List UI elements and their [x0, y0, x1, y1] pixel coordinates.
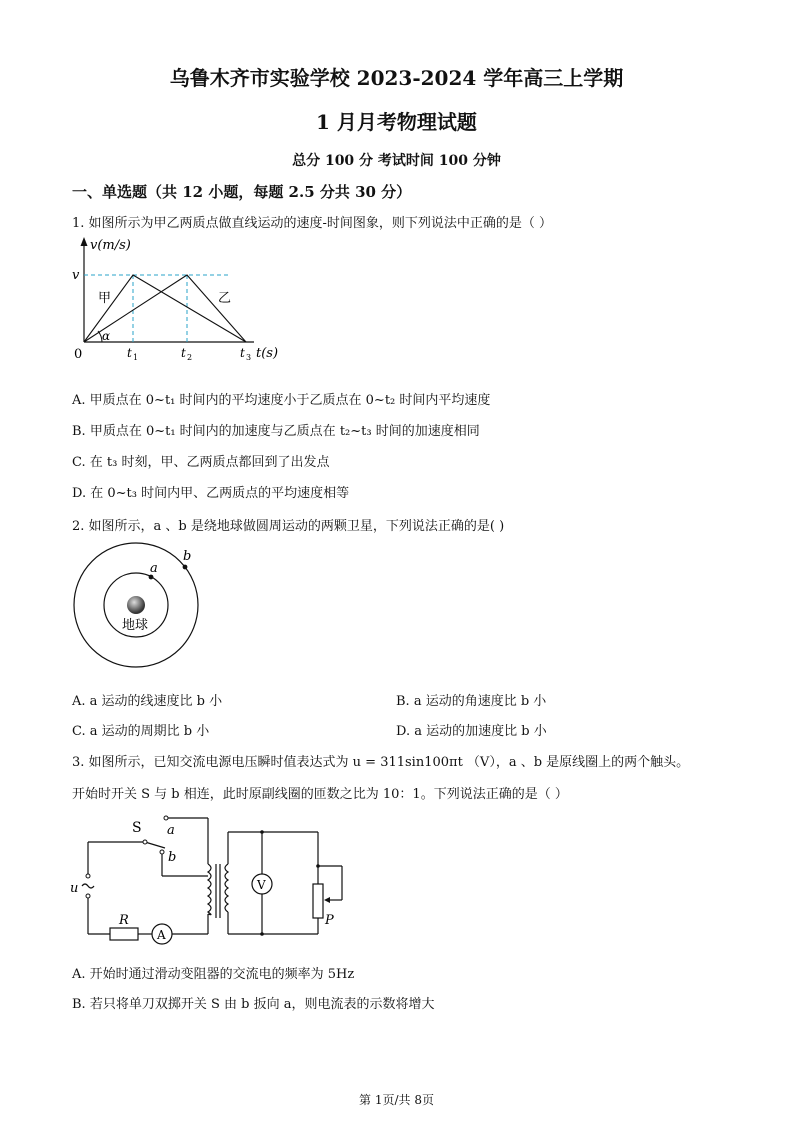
q2-option-b: B. a 运动的角速度比 b 小	[396, 694, 547, 709]
q3-contact-b	[160, 850, 164, 854]
q3-label-s: S	[132, 820, 142, 836]
q2-label-earth: 地球	[122, 618, 149, 633]
q2-option-a: A. a 运动的线速度比 b 小	[72, 694, 223, 709]
q1-x-axis-label: t(s)	[256, 346, 279, 361]
q3-circuit-diagram	[68, 814, 368, 954]
exam-title-line1: 乌鲁木齐市实验学校 2023-2024 学年高三上学期	[169, 66, 624, 90]
q3-source-terminal-top	[86, 874, 90, 878]
q3-junction-1	[260, 830, 264, 834]
exam-info: 总分 100 分 考试时间 100 分钟	[292, 153, 501, 169]
q3-label-voltmeter: V	[257, 878, 266, 892]
q3-contact-a	[164, 816, 168, 820]
exam-title-line2: 1 月月考物理试题	[316, 110, 477, 134]
q3-option-b: B. 若只将单刀双掷开关 S 由 b 扳向 a，则电流表的示数将增大	[72, 997, 435, 1012]
q3-resistor-r	[110, 928, 138, 940]
q1-t1-label: t	[127, 346, 132, 360]
q1-t1-sub: 1	[133, 353, 139, 362]
q2-label-a: a	[150, 561, 158, 576]
q1-t2-label: t	[181, 346, 186, 360]
q1-t2-sub: 2	[187, 353, 193, 362]
q1-v-tick: v	[72, 268, 80, 283]
q1-origin: 0	[74, 347, 83, 362]
q3-label-a: a	[167, 823, 175, 838]
q3-slider-arrowhead	[324, 897, 330, 903]
q3-primary-coil	[208, 864, 211, 915]
q3-label-r: R	[119, 913, 129, 928]
q2-earth	[127, 596, 145, 614]
q3-option-a: A. 开始时通过滑动变阻器的交流电的频率为 5Hz	[72, 967, 355, 982]
q3-junction-3	[316, 864, 320, 868]
section-heading-single-choice: 一、单选题（共 12 小题，每题 2.5 分共 30 分）	[72, 183, 412, 201]
q1-option-c: C. 在 t₃ 时刻，甲、乙两质点都回到了出发点	[72, 455, 330, 470]
q3-label-ammeter: A	[157, 928, 166, 942]
q1-option-a: A. 甲质点在 0~t₁ 时间内的平均速度小于乙质点在 0~t₂ 时间内平均速度	[72, 393, 491, 408]
q3-switch-blade	[145, 842, 165, 848]
q2-label-b: b	[183, 549, 192, 564]
q2-stem: 2. 如图所示，a 、b 是绕地球做圆周运动的两颗卫星，下列说法正确的是( )	[72, 519, 505, 534]
q3-source-terminal-bottom	[86, 894, 90, 898]
q1-y-axis-arrow	[81, 237, 88, 246]
q1-stem: 1. 如图所示为甲乙两质点做直线运动的速度-时间图象，则下列说法中正确的是（ ）	[72, 216, 553, 231]
q1-y-axis-label: v(m/s)	[90, 238, 131, 253]
q1-option-b: B. 甲质点在 0~t₁ 时间内的加速度与乙质点在 t₂~t₃ 时间的加速度相同	[72, 424, 480, 439]
q2-option-c: C. a 运动的周期比 b 小	[72, 724, 210, 739]
q3-ac-source-symbol	[82, 884, 94, 888]
q2-option-d: D. a 运动的加速度比 b 小	[396, 724, 547, 739]
page-footer: 第 1页/共 8页	[359, 1093, 434, 1107]
q2-orbit-diagram	[68, 540, 213, 675]
q3-stem-line1: 3. 如图所示，已知交流电源电压瞬时值表达式为 u = 311sin100πt （V），a 、b 是原线圈上的两个触头。	[72, 755, 690, 770]
q1-option-d: D. 在 0~t₃ 时间内甲、乙两质点的平均速度相等	[72, 486, 350, 501]
q1-vt-graph	[70, 234, 300, 364]
q3-label-b: b	[168, 850, 177, 865]
q3-junction-2	[260, 932, 264, 936]
q2-satellite-b	[183, 565, 188, 570]
q3-secondary-coil	[225, 864, 228, 912]
q3-label-u: u	[70, 881, 79, 896]
q3-rheostat	[313, 884, 323, 918]
q3-switch-pivot	[143, 840, 147, 844]
q1-label-yi: 乙	[218, 291, 232, 306]
q3-stem-line2: 开始时开关 S 与 b 相连，此时原副线圈的匝数之比为 10：1。下列说法正确的是（ ）	[72, 787, 568, 802]
q1-t3-label: t	[240, 346, 245, 360]
q1-label-jia: 甲	[98, 291, 112, 306]
q1-angle-label: α	[102, 329, 111, 343]
q1-t3-sub: 3	[246, 353, 252, 362]
q3-label-p: P	[325, 913, 334, 928]
